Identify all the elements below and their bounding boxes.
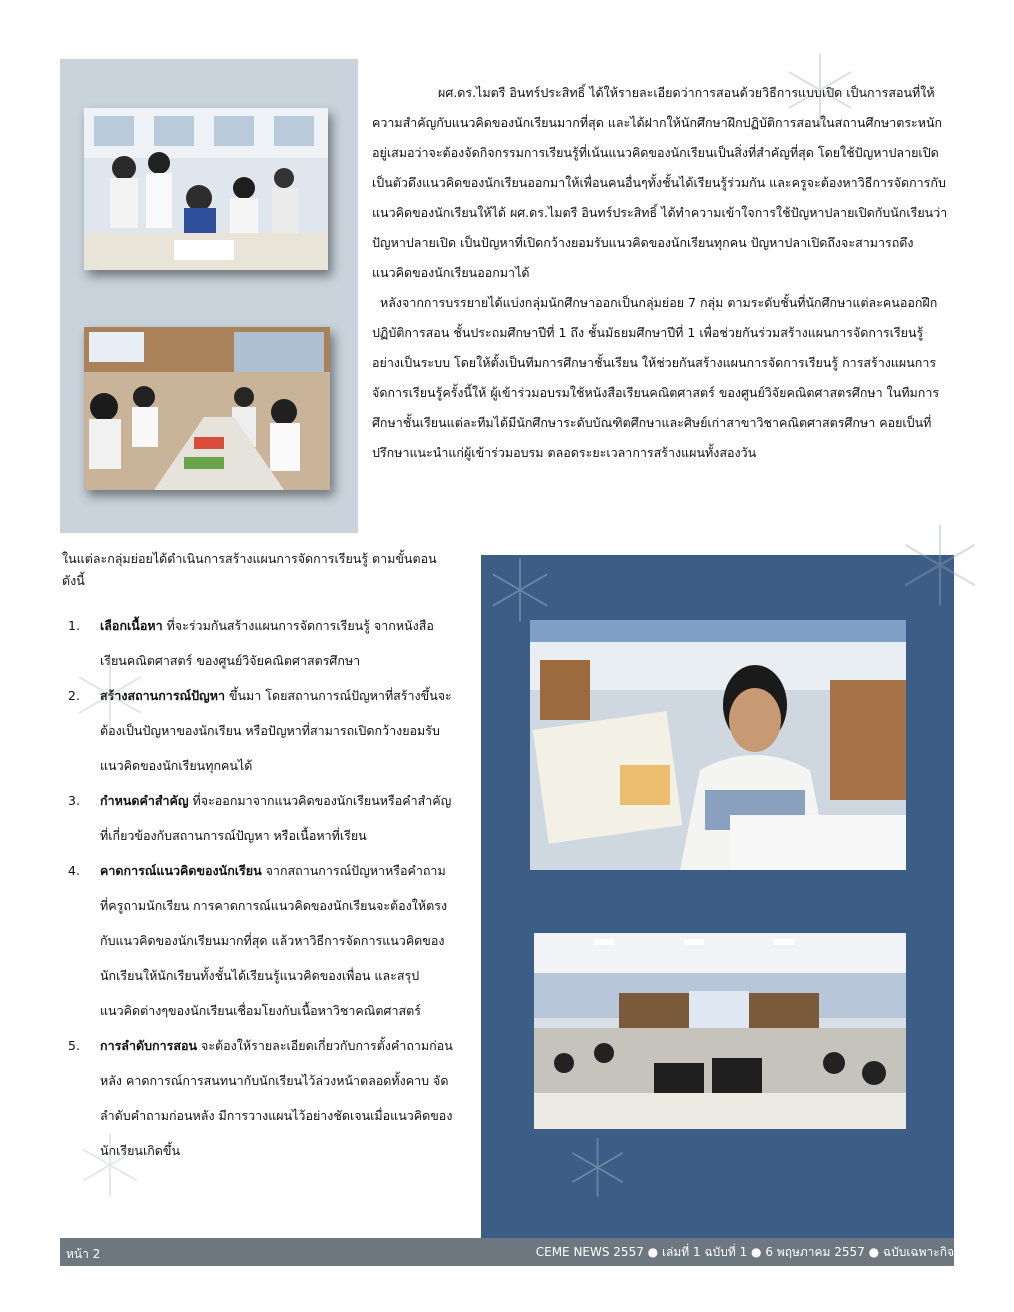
steps-intro: ในแต่ละกลุ่มย่อยได้ดำเนินการสร้างแผนการจัดการเรียนรู้ ตามขั้นตอนดังนี้ bbox=[62, 551, 437, 588]
step-text: ที่จะออกมาจากแนวคิดของนักเรียนหรือคำสำคัญที่เกี่ยวข้องกับสถานการณ์ปัญหา หรือเนื้อหาที่เรียน bbox=[100, 793, 452, 843]
snowflake-icon bbox=[565, 1135, 630, 1200]
photo-students-workshop-2 bbox=[84, 327, 330, 490]
list-item: 4. คาดการณ์แนวคิดของนักเรียน จากสถานการณ์ปัญหาหรือคำถาม ที่ครูถามนักเรียน การคาดการณ์แนวคิดของนักเรียนจะต้องให้ตรงกับแนวคิดของนักเรียนมากที่สุด แล้วหาวิธีการจัดการแนวคิดของนักเรียนให้นักเรียนทั้งชั้นได้เรียนรู้แนวคิดของเพื่อน และสรุปแนวคิดต่างๆของนักเรียนเชื่อมโยงกับเนื้อหาวิชาคณิตศาสตร์ bbox=[68, 863, 448, 1018]
step-title: กำหนดคำสำคัญ bbox=[100, 793, 189, 808]
photo-large-classroom bbox=[534, 933, 906, 1129]
snowflake-icon bbox=[75, 1130, 145, 1200]
intro-paragraph-1: ผศ.ดร.ไมตรี อินทร์ประสิทธิ์ ได้ให้รายละเอียดว่าการสอนด้วยวิธีการแบบเปิด เป็นการสอนที่ให้ความสำคัญกับแนวคิดของนักเรียนมากที่สุด และได้ฝากให้นักศึกษาฝึกปฏิบัติการสอนในสถานศึกษาตระหนักอยู่เสมอว่าจะต้องจัดกิจกรรมการเรียนรู้ที่เน้นแนวคิดของนักเรียนเป็นสิ่งที่สำคัญที่สุด โดยใช้ปัญหาปลายเปิดเป็นตัวดึงแนวคิดของนักเรียนออกมาให้เพื่อนคนอื่นๆทั้งชั้นได้เรียนรู้ร่วมกัน และครูจะต้องหาวิธีการจัดการกับแนวคิดของนักเรียนให้ได้ ผศ.ดร.ไมตรี อินทร์ประสิทธิ์ ได้ทำความเข้าใจการใช้ปัญหาปลายเปิดกับนักเรียนว่า ปัญหาปลายเปิด เป็นปัญหาที่เปิดกว้างยอมรับแนวคิดของนักเรียนทุกคน ปัญหาปลาเปิดถึงจะสามารถดึงแนวคิดของนักเรียนออกมาได้ bbox=[372, 85, 948, 280]
photo-student-presenting bbox=[530, 620, 906, 870]
list-item: 3. กำหนดคำสำคัญ ที่จะออกมาจากแนวคิดของนักเรียนหรือคำสำคัญที่เกี่ยวข้องกับสถานการณ์ปัญหา หรือเนื้อหาที่เรียน bbox=[68, 793, 452, 843]
page-number: หน้า 2 bbox=[66, 1247, 101, 1261]
snowflake-icon bbox=[485, 555, 555, 625]
step-text: ขึ้นมา โดยสถานการณ์ปัญหาที่สร้างขึ้นจะต้องเป็นปัญหาของนักเรียน หรือปัญหาที่สามารถเปิดกว้างยอมรับแนวคิดของนักเรียนทุกคนได้ bbox=[100, 688, 452, 773]
list-item: 1. เลือกเนื้อหา ที่จะร่วมกันสร้างแผนการจัดการเรียนรู้ จากหนังสือเรียนคณิตศาสตร์ ของศูนย์วิจัยคณิตศาสตรศึกษา bbox=[68, 618, 434, 668]
snowflake-icon bbox=[780, 50, 860, 130]
intro-paragraph-2: หลังจากการบรรยายได้แบ่งกลุ่มนักศึกษาออกเป็นกลุ่มย่อย 7 กลุ่ม ตามระดับชั้นที่นักศึกษาแต่ละคนออกฝึกปฏิบัติการสอน ชั้นประถมศึกษาปีที่ 1 ถึง ชั้นมัธยมศึกษาปีที่ 1 เพื่อช่วยกันร่วมสร้างแผนการจัดการเรียนรู้อย่างเป็นระบบ โดยให้ตั้งเป็นทีมการศึกษาชั้นเรียน ให้ช่วยกันสร้างแผนการจัดการเรียนรู้ การสร้างแผนการจัดการเรียนรู้ครั้งนี้ให้ ผู้เข้าร่วมอบรมใช้หนังสือเรียนคณิตศาสตร์ ของศูนย์วิจัยคณิตศาสตรศึกษา ในทีมการศึกษาชั้นเรียนแต่ละทีมได้มีนักศึกษาระดับบัณฑิตศึกษาและศิษย์เก่าสาขาวิชาคณิตศาสตรศึกษา คอยเป็นที่ปรึกษาแนะนำแก่ผู้เข้าร่วมอบรม ตลอดระยะเวลาการสร้างแผนทั้งสองวัน bbox=[372, 295, 940, 460]
step-text: ที่จะร่วมกันสร้างแผนการจัดการเรียนรู้ จากหนังสือเรียนคณิตศาสตร์ ของศูนย์วิจัยคณิตศาสตรศึกษา bbox=[100, 618, 434, 668]
page-footer bbox=[60, 1238, 954, 1266]
list-item: 5. การลำดับการสอน จะต้องให้รายละเอียดเกี่ยวกับการตั้งคำถามก่อนหลัง คาดการณ์การสนทนากับนักเรียนไว้ล่วงหน้าตลอดทั้งคาบ จัดลำดับคำถามก่อนหลัง มีการวางแผนไว้อย่างชัดเจนเมื่อแนวคิดของนักเรียนเกิดขึ้น bbox=[68, 1038, 453, 1158]
publication-info: CEME NEWS 2557 ● เล่มที่ 1 ฉบับที่ 1 ● 6 พฤษภาคม 2557 ● ฉบับเฉพาะกิจ bbox=[535, 1245, 954, 1259]
photo-students-workshop-1 bbox=[84, 108, 328, 270]
snowflake-icon bbox=[70, 655, 150, 735]
snowflake-icon bbox=[895, 520, 985, 610]
step-text: จะต้องให้รายละเอียดเกี่ยวกับการตั้งคำถามก่อนหลัง คาดการณ์การสนทนากับนักเรียนไว้ล่วงหน้าตลอดทั้งคาบ จัดลำดับคำถามก่อนหลัง มีการวางแผนไว้อย่างชัดเจนเมื่อแนวคิดของนักเรียนเกิดขึ้น bbox=[100, 1038, 453, 1158]
step-title: การลำดับการสอน bbox=[100, 1038, 198, 1053]
intro-text-block bbox=[372, 78, 950, 468]
step-text: จากสถานการณ์ปัญหาหรือคำถาม ที่ครูถามนักเรียน การคาดการณ์แนวคิดของนักเรียนจะต้องให้ตรงกับแนวคิดของนักเรียนมากที่สุด แล้วหาวิธีการจัดการแนวคิดของนักเรียนให้นักเรียนทั้งชั้นได้เรียนรู้แนวคิดของเพื่อน และสรุปแนวคิดต่างๆของนักเรียนเชื่อมโยงกับเนื้อหาวิชาคณิตศาสตร์ bbox=[100, 863, 448, 1018]
step-title: สร้างสถานการณ์ปัญหา bbox=[100, 688, 225, 703]
step-title: เลือกเนื้อหา bbox=[100, 618, 163, 633]
step-title: คาดการณ์แนวคิดของนักเรียน bbox=[100, 863, 262, 878]
list-item: 2. สร้างสถานการณ์ปัญหา ขึ้นมา โดยสถานการณ์ปัญหาที่สร้างขึ้นจะต้องเป็นปัญหาของนักเรียน หรือปัญหาที่สามารถเปิดกว้างยอมรับแนวคิดของนักเรียนทุกคนได้ bbox=[68, 688, 452, 773]
